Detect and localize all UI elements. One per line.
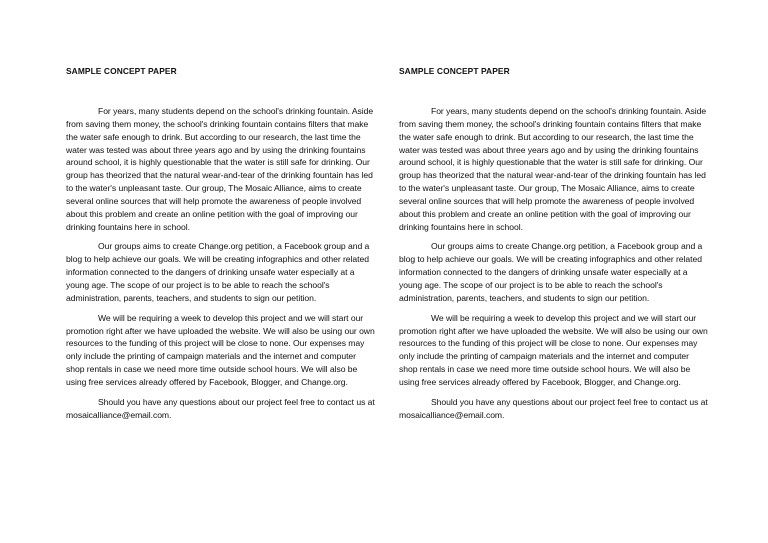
paragraph-goals: Our groups aims to create Change.org petition, a Facebook group and a blog to help achieve our goals. We will be creating infographics and other related information connected to the dangers of drinking unsafe water especially at a young age. The scope of our project is to be able to reach the school's administration, parents, teachers, and students to sign our petition. [66,241,370,303]
left-page-content [66,66,376,428]
paragraph-intro: For years, many students depend on the school's drinking fountain. Aside from saving them money, the school's drinking fountain contains filters that make the water safe enough to drink. But according to our research, the last time the water was tested was about three years ago and by using the drinking fountains around school, it is highly questionable that the water is still safe for drinking. Our group has theorized that the natural wear-and-tear of the drinking fountain has led to the water's unpleasant taste. Our group, The Mosaic Alliance, aims to create several online sources that will help promote the awareness of people involved about this problem and create an online petition with the goal of improving our drinking fountains here in school. [399,106,707,232]
paragraph-timeline: We will be requiring a week to develop this project and we will start our promotion right after we have uploaded the website. We will also be using our own resources to the funding of this project will be close to none. Our expenses may only include the printing of campaign materials and the internet and computer shop rentals in case we need more time outside school hours. We will also be using free services already offered by Facebook, Blogger, and Change.org. [66,312,375,387]
paragraph-contact: Should you have any questions about our project feel free to contact us at mosaicalliance@email.com. [66,396,375,420]
paragraph-goals: Our groups aims to create Change.org petition, a Facebook group and a blog to help achieve our goals. We will be creating infographics and other related information connected to the dangers of drinking unsafe water especially at a young age. The scope of our project is to be able to reach the school's administration, parents, teachers, and students to sign our petition. [399,241,703,303]
paragraph-timeline: We will be requiring a week to develop this project and we will start our promotion right after we have uploaded the website. We will also be using our own resources to the funding of this project will be close to none. Our expenses may only include the printing of campaign materials and the internet and computer shop rentals in case we need more time outside school hours. We will also be using free services already offered by Facebook, Blogger, and Change.org. [399,312,708,387]
right-page [384,0,768,543]
right-page-content [399,66,709,428]
document-title: SAMPLE CONCEPT PAPER [66,66,177,76]
document-title: SAMPLE CONCEPT PAPER [399,66,510,76]
paragraph-contact: Should you have any questions about our project feel free to contact us at mosaicalliance@email.com. [399,396,708,420]
paragraph-intro: For years, many students depend on the school's drinking fountain. Aside from saving them money, the school's drinking fountain contains filters that make the water safe enough to drink. But according to our research, the last time the water was tested was about three years ago and by using the drinking fountains around school, it is highly questionable that the water is still safe for drinking. Our group has theorized that the natural wear-and-tear of the drinking fountain has led to the water's unpleasant taste. Our group, The Mosaic Alliance, aims to create several online sources that will help promote the awareness of people involved about this problem and create an online petition with the goal of improving our drinking fountains here in school. [66,106,374,232]
